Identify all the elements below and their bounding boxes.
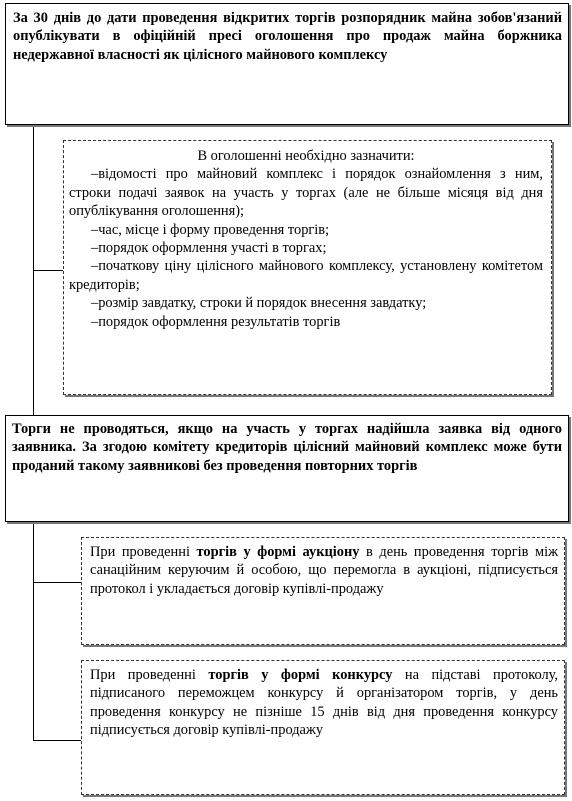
- contents-item: –розмір завдатку, строки й порядок внесення завдатку;: [91, 295, 427, 312]
- connector-to-box2: [33, 270, 63, 271]
- no-auction-box: [5, 415, 569, 522]
- tender-box: [81, 660, 565, 795]
- announcement-contents-box: [63, 140, 552, 395]
- contents-item: –відомості про майновий комплекс і порядок ознайомлення з ним, строки подачі заявок на участь у торгах (але не більше місяця від дня опублікування оголошення);: [69, 166, 543, 220]
- tender-text: [90, 666, 558, 740]
- contents-item: –початкову ціну цілісного майнового комплексу, установлену комітетом кредиторів;: [69, 258, 543, 293]
- announcement-text: За 30 днів до дати проведення відкритих торгів розпорядник майна зобов'язаний опублікувати в офіційній пресі оголошення про продаж майна боржника недержавної власності як цілісного майнового комплексу: [13, 10, 562, 63]
- auction-text-post: в день проведення торгів між санаційним керуючим й особою, що перемогла в аукціоні, підписується протокол і укладається договір купівлі-продажу: [90, 544, 559, 597]
- tender-text-bold: торгів у формі конкурсу: [208, 667, 393, 683]
- contents-item: –порядок оформлення участі в торгах;: [91, 240, 327, 257]
- auction-text-pre: При проведенні: [90, 544, 197, 560]
- auction-text-bold: торгів у формі аукціону: [196, 544, 360, 560]
- no-auction-text: Торги не проводяться, якщо на участь у торгах надійшла заявка від одного заявника. За згодою комітету кредиторів цілісний майновий комплекс може бути проданий такому заявникові без проведення повторних торгів: [12, 421, 562, 474]
- auction-box: [81, 537, 565, 645]
- connector-to-box4: [33, 582, 81, 583]
- contents-title: В оголошенні необхідно зазначити:: [197, 148, 415, 164]
- tender-text-post: на підставі протоколу, підписаного переможцем конкурсу й організатором торгів, у день проведення конкурсу не пізніше 15 днів від дня проведення конкурсу підписується договір купівлі-продажу: [90, 667, 558, 739]
- contents-item: –порядок оформлення результатів торгів: [91, 313, 341, 330]
- contents-item: –час, місце і форму проведення торгів;: [91, 221, 330, 238]
- auction-text: [90, 543, 558, 598]
- connector-to-box5: [33, 740, 81, 741]
- connector-main-bottom: [33, 522, 34, 740]
- announcement-box: [5, 3, 569, 125]
- tender-text-pre: При проведенні: [90, 667, 209, 683]
